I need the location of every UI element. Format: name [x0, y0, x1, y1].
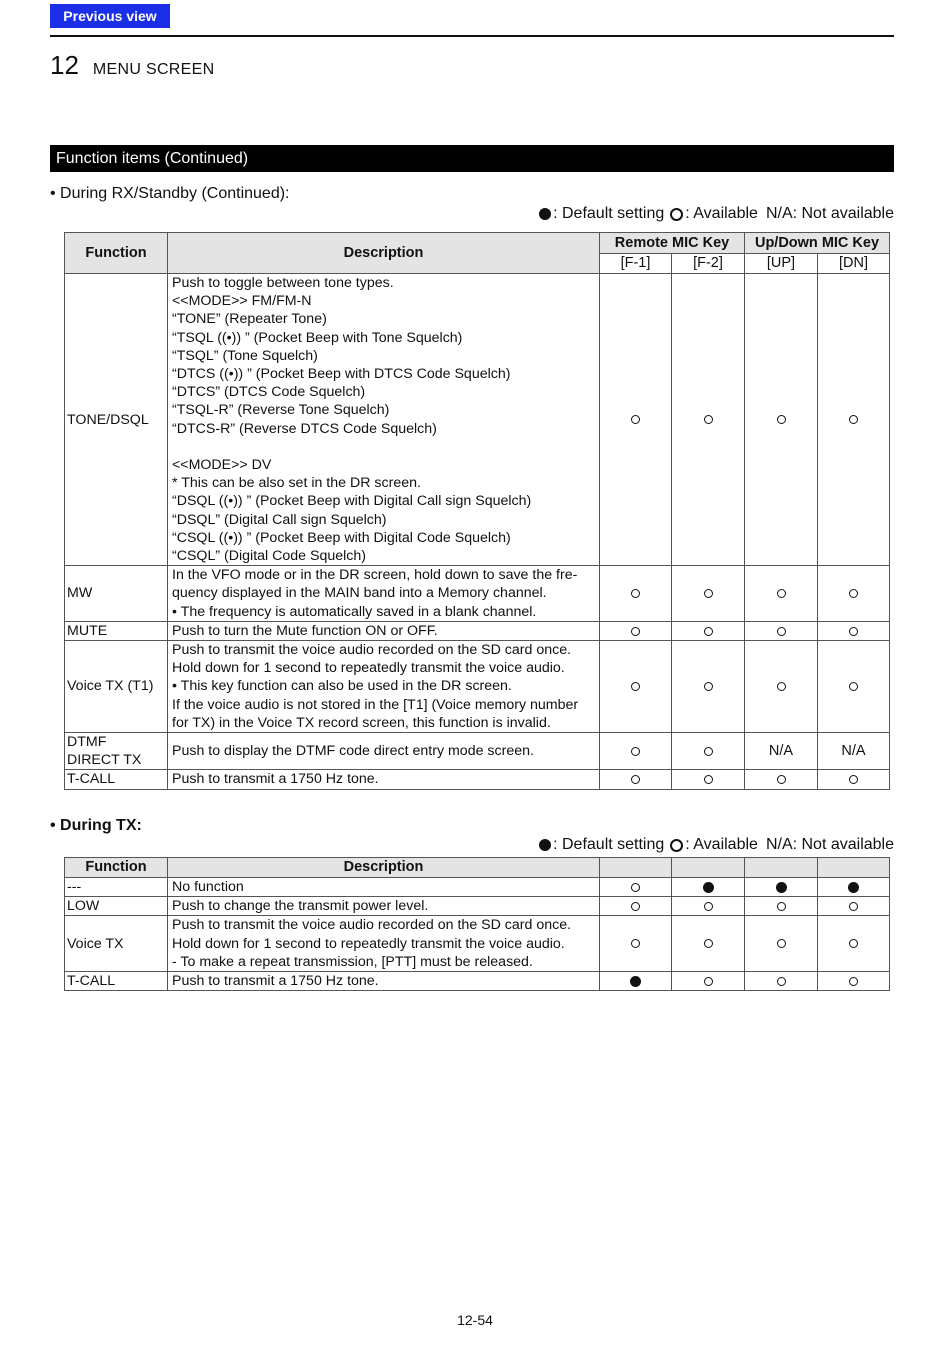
- available-ring-icon: [849, 589, 858, 598]
- available-ring-icon: [704, 747, 713, 756]
- rx-function-table: [64, 232, 890, 790]
- default-dot-icon: [539, 839, 551, 851]
- key-availability-cell: [672, 274, 745, 566]
- key-availability-cell: [672, 733, 745, 770]
- available-ring-icon: [849, 939, 858, 948]
- not-available-text: N/A: [768, 743, 794, 760]
- key-availability-cell: [600, 274, 672, 566]
- available-ring-icon: [849, 682, 858, 691]
- available-ring-icon: [631, 415, 640, 424]
- function-cell: MW: [65, 566, 168, 622]
- key-availability-cell: [600, 770, 672, 789]
- key-availability-cell: [745, 566, 818, 622]
- description-cell: Push to transmit a 1750 Hz tone.: [168, 972, 600, 991]
- table-row: [65, 566, 890, 622]
- available-ring-icon: [670, 208, 683, 221]
- key-availability-cell: [818, 916, 890, 972]
- chapter-heading: [50, 50, 214, 81]
- available-ring-icon: [704, 939, 713, 948]
- key-availability-cell: [600, 733, 672, 770]
- key-availability-cell: [818, 641, 890, 733]
- col-description: Description: [168, 858, 600, 878]
- section-title: Function items (Continued): [56, 149, 249, 167]
- key-availability-cell: [672, 621, 745, 640]
- rx-legend: [539, 205, 894, 223]
- legend-na-text: N/A: Not available: [765, 205, 894, 222]
- available-ring-icon: [777, 589, 786, 598]
- key-availability-cell: [818, 770, 890, 789]
- available-ring-icon: [777, 415, 786, 424]
- key-availability-cell: [818, 972, 890, 991]
- key-availability-cell: [818, 878, 890, 897]
- tx-function-table: [64, 857, 890, 991]
- available-ring-icon: [704, 415, 713, 424]
- key-availability-cell: [745, 972, 818, 991]
- key-availability-cell: [818, 621, 890, 640]
- chapter-number: 12: [50, 50, 79, 80]
- col-key-f1: [F-1]: [600, 254, 672, 274]
- available-ring-icon: [631, 883, 640, 892]
- available-ring-icon: [631, 939, 640, 948]
- available-ring-icon: [704, 775, 713, 784]
- default-dot-icon: [703, 882, 714, 893]
- table-row: [65, 897, 890, 916]
- available-ring-icon: [849, 902, 858, 911]
- page-number: 12-54: [457, 1312, 493, 1328]
- description-cell: In the VFO mode or in the DR screen, hold down to save the fre- quency displayed in the MAIN band into a Memory channel. • The frequency is automatically saved in a blank channel.: [168, 566, 600, 622]
- key-availability-cell: [672, 641, 745, 733]
- table-row: [65, 621, 890, 640]
- available-ring-icon: [849, 415, 858, 424]
- col-remote-mic-key: Remote MIC Key: [600, 233, 745, 254]
- description-cell: Push to transmit the voice audio recorded on the SD card once. Hold down for 1 second to repeatedly transmit the voice audio. - To make a repeat transmission, [PTT] must be released.: [168, 916, 600, 972]
- key-availability-cell: [600, 566, 672, 622]
- key-availability-cell: [600, 621, 672, 640]
- key-availability-cell: [600, 897, 672, 916]
- function-cell: Voice TX: [65, 916, 168, 972]
- key-availability-cell: [745, 274, 818, 566]
- available-ring-icon: [704, 627, 713, 636]
- function-cell: ---: [65, 878, 168, 897]
- available-ring-icon: [631, 627, 640, 636]
- key-availability-cell: [672, 972, 745, 991]
- key-availability-cell: [672, 566, 745, 622]
- description-cell: Push to toggle between tone types. <<MODE>> FM/FM-N “TONE” (Repeater Tone) “TSQL ((•)) ” (Pocket Beep with Tone Squelch) “TSQL” (Tone Squelch) “DTCS ((•)) ” (Pocket Beep with DTCS Code Squelch) “DTCS” (DTCS Code Squelch) “TSQL-R” (Reverse Tone Squelch) “DTCS-R” (Reverse DTCS Code Squelch) <<MODE>> DV * This can be also set in the DR screen. “DSQL ((•)) ” (Pocket Beep with Digital Call sign Squelch) “DSQL” (Digital Call sign Squelch) “CSQL ((•)) ” (Pocket Beep with Digital Code Squelch) “CSQL” (Digital Code Squelch): [168, 274, 600, 566]
- function-cell: T-CALL: [65, 972, 168, 991]
- function-cell: Voice TX (T1): [65, 641, 168, 733]
- description-cell: Push to turn the Mute function ON or OFF.: [168, 621, 600, 640]
- available-ring-icon: [777, 977, 786, 986]
- description-cell: Push to change the transmit power level.: [168, 897, 600, 916]
- col-function: Function: [65, 858, 168, 878]
- default-dot-icon: [630, 976, 641, 987]
- key-availability-cell: [672, 897, 745, 916]
- key-availability-cell: [745, 621, 818, 640]
- not-available-text: N/A: [841, 743, 866, 760]
- function-cell: MUTE: [65, 621, 168, 640]
- tx-heading: • During TX:: [50, 817, 142, 834]
- table-row: [65, 733, 890, 770]
- available-ring-icon: [631, 682, 640, 691]
- default-dot-icon: [848, 882, 859, 893]
- function-cell: TONE/DSQL: [65, 274, 168, 566]
- available-ring-icon: [704, 977, 713, 986]
- available-ring-icon: [631, 775, 640, 784]
- section-title-bar: [50, 145, 894, 172]
- key-availability-cell: [818, 733, 890, 770]
- available-ring-icon: [704, 902, 713, 911]
- table-row: [65, 916, 890, 972]
- function-cell: T-CALL: [65, 770, 168, 789]
- col-function: Function: [65, 233, 168, 274]
- legend-available-text: : Available: [685, 205, 758, 222]
- description-cell: Push to display the DTMF code direct entry mode screen.: [168, 733, 600, 770]
- col-key-dn: [DN]: [818, 254, 890, 274]
- available-ring-icon: [631, 589, 640, 598]
- col-key-f2: [F-2]: [672, 254, 745, 274]
- table-row: [65, 878, 890, 897]
- legend-default-text: : Default setting: [553, 836, 665, 853]
- key-availability-cell: [600, 878, 672, 897]
- key-availability-cell: [745, 770, 818, 789]
- tx-legend: [539, 836, 894, 854]
- key-availability-cell: [600, 641, 672, 733]
- header-rule: [50, 35, 894, 37]
- function-cell: DTMF DIRECT TX: [65, 733, 168, 770]
- function-cell: LOW: [65, 897, 168, 916]
- available-ring-icon: [849, 627, 858, 636]
- available-ring-icon: [631, 747, 640, 756]
- available-ring-icon: [777, 902, 786, 911]
- key-availability-cell: [818, 274, 890, 566]
- available-ring-icon: [704, 682, 713, 691]
- available-ring-icon: [849, 977, 858, 986]
- table-row: [65, 641, 890, 733]
- default-dot-icon: [539, 208, 551, 220]
- table-row: [65, 972, 890, 991]
- description-cell: No function: [168, 878, 600, 897]
- key-availability-cell: [672, 916, 745, 972]
- key-availability-cell: [672, 878, 745, 897]
- available-ring-icon: [849, 775, 858, 784]
- col-key-up: [UP]: [745, 254, 818, 274]
- available-ring-icon: [670, 839, 683, 852]
- col-updown-mic-key: Up/Down MIC Key: [745, 233, 890, 254]
- table-row: [65, 770, 890, 789]
- key-availability-cell: [600, 916, 672, 972]
- key-availability-cell: [745, 733, 818, 770]
- available-ring-icon: [704, 589, 713, 598]
- available-ring-icon: [777, 682, 786, 691]
- table-row: [65, 274, 890, 566]
- available-ring-icon: [777, 627, 786, 636]
- key-availability-cell: [745, 897, 818, 916]
- key-availability-cell: [745, 641, 818, 733]
- available-ring-icon: [777, 775, 786, 784]
- col-description: Description: [168, 233, 600, 274]
- available-ring-icon: [777, 939, 786, 948]
- key-availability-cell: [745, 878, 818, 897]
- key-availability-cell: [818, 897, 890, 916]
- key-availability-cell: [818, 566, 890, 622]
- legend-na-text: N/A: Not available: [765, 836, 894, 853]
- chapter-title: MENU SCREEN: [92, 61, 215, 78]
- key-availability-cell: [600, 972, 672, 991]
- default-dot-icon: [776, 882, 787, 893]
- legend-default-text: : Default setting: [553, 205, 665, 222]
- legend-available-text: : Available: [685, 836, 758, 853]
- key-availability-cell: [672, 770, 745, 789]
- description-cell: Push to transmit the voice audio recorded on the SD card once. Hold down for 1 second to repeatedly transmit the voice audio. • This key function can also be used in the DR screen. If the voice audio is not stored in the [T1] (Voice memory number for TX) in the Voice TX record screen, this function is invalid.: [168, 641, 600, 733]
- available-ring-icon: [631, 902, 640, 911]
- rx-heading: • During RX/Standby (Continued):: [50, 185, 290, 202]
- description-cell: Push to transmit a 1750 Hz tone.: [168, 770, 600, 789]
- previous-view-button[interactable]: Previous view: [50, 4, 170, 28]
- key-availability-cell: [745, 916, 818, 972]
